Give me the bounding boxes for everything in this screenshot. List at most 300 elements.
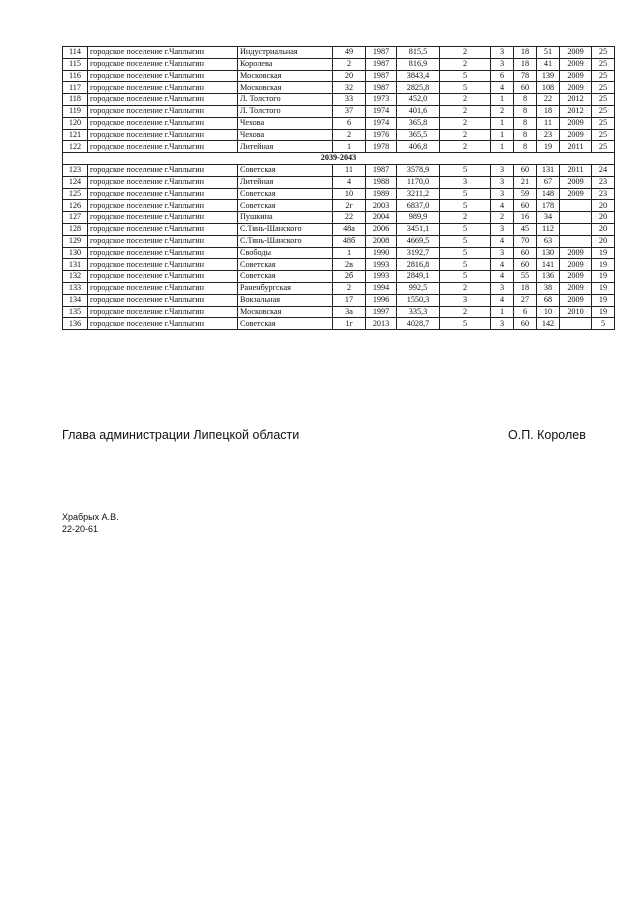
year-built-cell: 1976	[366, 129, 397, 141]
entrances-cell: 1	[491, 306, 514, 318]
table-row	[63, 247, 615, 259]
floors-cell: 5	[440, 70, 491, 82]
last-repair-year-cell	[560, 223, 592, 235]
row-number: 119	[63, 105, 88, 117]
floors-cell: 5	[440, 200, 491, 212]
last-repair-year-cell: 2009	[560, 176, 592, 188]
last-repair-year-cell: 2009	[560, 188, 592, 200]
wear-cell: 19	[592, 259, 615, 271]
apartments-cell: 45	[514, 223, 537, 235]
house-number-cell: 33	[333, 94, 366, 106]
area-cell: 815,5	[397, 47, 440, 59]
municipality-cell: городское поселение г.Чаплыгин	[88, 223, 238, 235]
year-built-cell: 1987	[366, 164, 397, 176]
house-number-cell: 1	[333, 247, 366, 259]
municipality-cell: городское поселение г.Чаплыгин	[88, 212, 238, 224]
area-cell: 816,9	[397, 58, 440, 70]
street-cell: Советская	[238, 259, 333, 271]
entrances-cell: 3	[491, 282, 514, 294]
area-cell: 3578,9	[397, 164, 440, 176]
last-repair-year-cell	[560, 235, 592, 247]
floors-cell: 5	[440, 318, 491, 330]
floors-cell: 3	[440, 294, 491, 306]
floors-cell: 5	[440, 259, 491, 271]
municipality-cell: городское поселение г.Чаплыгин	[88, 176, 238, 188]
entrances-cell: 3	[491, 318, 514, 330]
entrances-cell: 4	[491, 271, 514, 283]
area-cell: 2849,1	[397, 271, 440, 283]
last-repair-year-cell: 2009	[560, 259, 592, 271]
area-cell: 406,8	[397, 141, 440, 153]
signatory-name: О.П. Королев	[508, 428, 586, 442]
area-cell: 3192,7	[397, 247, 440, 259]
entrances-cell: 1	[491, 117, 514, 129]
area-cell: 452,0	[397, 94, 440, 106]
last-repair-year-cell: 2009	[560, 247, 592, 259]
row-number: 117	[63, 82, 88, 94]
table-row	[63, 70, 615, 82]
street-cell: Л. Толстого	[238, 94, 333, 106]
floors-cell: 5	[440, 188, 491, 200]
municipality-cell: городское поселение г.Чаплыгин	[88, 141, 238, 153]
table-row	[63, 294, 615, 306]
last-repair-year-cell: 2010	[560, 306, 592, 318]
entrances-cell: 1	[491, 141, 514, 153]
year-built-cell: 2006	[366, 223, 397, 235]
year-built-cell: 2004	[366, 212, 397, 224]
wear-cell: 25	[592, 58, 615, 70]
table-row	[63, 306, 615, 318]
last-repair-year-cell: 2009	[560, 129, 592, 141]
municipality-cell: городское поселение г.Чаплыгин	[88, 94, 238, 106]
wear-cell: 5	[592, 318, 615, 330]
period-row	[63, 153, 615, 165]
street-cell: Советская	[238, 188, 333, 200]
house-number-cell: 2г	[333, 200, 366, 212]
row-number: 118	[63, 94, 88, 106]
house-number-cell: 2б	[333, 271, 366, 283]
row-number: 128	[63, 223, 88, 235]
street-cell: С.Тянь-Шанского	[238, 223, 333, 235]
municipality-cell: городское поселение г.Чаплыгин	[88, 294, 238, 306]
street-cell: Московская	[238, 82, 333, 94]
year-built-cell: 1988	[366, 176, 397, 188]
floors-cell: 2	[440, 282, 491, 294]
wear-cell: 19	[592, 247, 615, 259]
street-cell: Чехова	[238, 129, 333, 141]
residents-cell: 131	[537, 164, 560, 176]
apartments-cell: 18	[514, 47, 537, 59]
floors-cell: 2	[440, 141, 491, 153]
wear-cell: 20	[592, 200, 615, 212]
street-cell: Свободы	[238, 247, 333, 259]
street-cell: Л. Толстого	[238, 105, 333, 117]
area-cell: 1170,0	[397, 176, 440, 188]
street-cell: Литейная	[238, 176, 333, 188]
rows-group-b	[63, 164, 615, 329]
table-row	[63, 141, 615, 153]
entrances-cell: 3	[491, 223, 514, 235]
row-number: 133	[63, 282, 88, 294]
entrances-cell: 4	[491, 235, 514, 247]
apartments-cell: 60	[514, 318, 537, 330]
row-number: 126	[63, 200, 88, 212]
wear-cell: 20	[592, 223, 615, 235]
row-number: 123	[63, 164, 88, 176]
residents-cell: 68	[537, 294, 560, 306]
street-cell: Королева	[238, 58, 333, 70]
house-number-cell: 1г	[333, 318, 366, 330]
last-repair-year-cell: 2012	[560, 94, 592, 106]
apartments-cell: 8	[514, 141, 537, 153]
wear-cell: 24	[592, 164, 615, 176]
floors-cell: 2	[440, 129, 491, 141]
residents-cell: 18	[537, 105, 560, 117]
table-row	[63, 117, 615, 129]
residents-cell: 11	[537, 117, 560, 129]
municipality-cell: городское поселение г.Чаплыгин	[88, 282, 238, 294]
residents-cell: 108	[537, 82, 560, 94]
table-row	[63, 318, 615, 330]
apartments-cell: 78	[514, 70, 537, 82]
house-number-cell: 4	[333, 176, 366, 188]
area-cell: 1550,3	[397, 294, 440, 306]
entrances-cell: 6	[491, 70, 514, 82]
apartments-cell: 8	[514, 129, 537, 141]
table-row	[63, 82, 615, 94]
floors-cell: 2	[440, 212, 491, 224]
floors-cell: 2	[440, 47, 491, 59]
entrances-cell: 3	[491, 58, 514, 70]
floors-cell: 2	[440, 117, 491, 129]
row-number: 121	[63, 129, 88, 141]
floors-cell: 5	[440, 164, 491, 176]
wear-cell: 20	[592, 235, 615, 247]
entrances-cell: 1	[491, 129, 514, 141]
table-row	[63, 271, 615, 283]
table-row	[63, 212, 615, 224]
table-row	[63, 200, 615, 212]
residents-cell: 23	[537, 129, 560, 141]
street-cell: Чехова	[238, 117, 333, 129]
floors-cell: 3	[440, 176, 491, 188]
table-row	[63, 176, 615, 188]
entrances-cell: 4	[491, 82, 514, 94]
municipality-cell: городское поселение г.Чаплыгин	[88, 164, 238, 176]
last-repair-year-cell	[560, 200, 592, 212]
row-number: 116	[63, 70, 88, 82]
street-cell: Вокзальная	[238, 294, 333, 306]
municipality-cell: городское поселение г.Чаплыгин	[88, 188, 238, 200]
row-number: 122	[63, 141, 88, 153]
last-repair-year-cell: 2009	[560, 47, 592, 59]
year-built-cell: 1974	[366, 117, 397, 129]
row-number: 130	[63, 247, 88, 259]
residents-cell: 22	[537, 94, 560, 106]
row-number: 134	[63, 294, 88, 306]
house-number-cell: 17	[333, 294, 366, 306]
last-repair-year-cell: 2009	[560, 117, 592, 129]
street-cell: Раненбургская	[238, 282, 333, 294]
residents-cell: 10	[537, 306, 560, 318]
wear-cell: 19	[592, 282, 615, 294]
municipality-cell: городское поселение г.Чаплыгин	[88, 247, 238, 259]
area-cell: 3211,2	[397, 188, 440, 200]
entrances-cell: 2	[491, 105, 514, 117]
area-cell: 2825,8	[397, 82, 440, 94]
entrances-cell: 4	[491, 259, 514, 271]
house-number-cell: 22	[333, 212, 366, 224]
floors-cell: 5	[440, 247, 491, 259]
wear-cell: 19	[592, 271, 615, 283]
house-number-cell: 37	[333, 105, 366, 117]
municipality-cell: городское поселение г.Чаплыгин	[88, 47, 238, 59]
municipality-cell: городское поселение г.Чаплыгин	[88, 306, 238, 318]
area-cell: 989,9	[397, 212, 440, 224]
table-row	[63, 105, 615, 117]
area-cell: 365,8	[397, 117, 440, 129]
year-built-cell: 2013	[366, 318, 397, 330]
municipality-cell: городское поселение г.Чаплыгин	[88, 117, 238, 129]
table-row	[63, 282, 615, 294]
last-repair-year-cell: 2009	[560, 271, 592, 283]
floors-cell: 2	[440, 58, 491, 70]
municipality-cell: городское поселение г.Чаплыгин	[88, 58, 238, 70]
house-number-cell: 48а	[333, 223, 366, 235]
house-number-cell: 11	[333, 164, 366, 176]
executor-phone: 22-20-61	[62, 524, 99, 534]
house-number-cell: 1	[333, 141, 366, 153]
wear-cell: 25	[592, 117, 615, 129]
wear-cell: 23	[592, 188, 615, 200]
apartments-cell: 60	[514, 164, 537, 176]
apartments-cell: 60	[514, 200, 537, 212]
year-built-cell: 1997	[366, 306, 397, 318]
wear-cell: 25	[592, 141, 615, 153]
executor-name: Храбрых А.В.	[62, 512, 119, 522]
last-repair-year-cell: 2009	[560, 282, 592, 294]
year-built-cell: 1996	[366, 294, 397, 306]
row-number: 124	[63, 176, 88, 188]
area-cell: 365,5	[397, 129, 440, 141]
apartments-cell: 55	[514, 271, 537, 283]
apartments-cell: 16	[514, 212, 537, 224]
residents-cell: 67	[537, 176, 560, 188]
residents-cell: 130	[537, 247, 560, 259]
wear-cell: 25	[592, 70, 615, 82]
street-cell: С.Тянь-Шанского	[238, 235, 333, 247]
apartments-cell: 27	[514, 294, 537, 306]
residents-cell: 112	[537, 223, 560, 235]
wear-cell: 25	[592, 94, 615, 106]
floors-cell: 5	[440, 223, 491, 235]
apartments-cell: 60	[514, 247, 537, 259]
floors-cell: 2	[440, 94, 491, 106]
last-repair-year-cell: 2009	[560, 294, 592, 306]
last-repair-year-cell: 2009	[560, 70, 592, 82]
last-repair-year-cell: 2012	[560, 105, 592, 117]
year-built-cell: 1987	[366, 58, 397, 70]
entrances-cell: 3	[491, 164, 514, 176]
house-number-cell: 2	[333, 58, 366, 70]
residents-cell: 63	[537, 235, 560, 247]
entrances-cell: 3	[491, 47, 514, 59]
area-cell: 3843,4	[397, 70, 440, 82]
last-repair-year-cell: 2009	[560, 82, 592, 94]
area-cell: 401,6	[397, 105, 440, 117]
floors-cell: 5	[440, 82, 491, 94]
period-group	[63, 153, 615, 165]
municipality-cell: городское поселение г.Чаплыгин	[88, 271, 238, 283]
municipality-cell: городское поселение г.Чаплыгин	[88, 259, 238, 271]
last-repair-year-cell	[560, 318, 592, 330]
wear-cell: 25	[592, 82, 615, 94]
residents-cell: 136	[537, 271, 560, 283]
area-cell: 4669,5	[397, 235, 440, 247]
municipality-cell: городское поселение г.Чаплыгин	[88, 70, 238, 82]
floors-cell: 5	[440, 271, 491, 283]
entrances-cell: 3	[491, 176, 514, 188]
street-cell: Советская	[238, 200, 333, 212]
year-built-cell: 1993	[366, 271, 397, 283]
municipality-cell: городское поселение г.Чаплыгин	[88, 105, 238, 117]
street-cell: Московская	[238, 306, 333, 318]
table-row	[63, 47, 615, 59]
row-number: 114	[63, 47, 88, 59]
residents-cell: 41	[537, 58, 560, 70]
house-number-cell: 2	[333, 129, 366, 141]
residents-cell: 141	[537, 259, 560, 271]
apartments-cell: 18	[514, 58, 537, 70]
residents-cell: 178	[537, 200, 560, 212]
last-repair-year-cell: 2009	[560, 58, 592, 70]
street-cell: Индустриальная	[238, 47, 333, 59]
apartments-cell: 6	[514, 306, 537, 318]
residents-cell: 38	[537, 282, 560, 294]
apartments-cell: 8	[514, 117, 537, 129]
year-built-cell: 1973	[366, 94, 397, 106]
apartments-cell: 18	[514, 282, 537, 294]
floors-cell: 2	[440, 105, 491, 117]
table-row	[63, 164, 615, 176]
row-number: 127	[63, 212, 88, 224]
signatory-title: Глава администрации Липецкой области	[62, 428, 300, 442]
row-number: 125	[63, 188, 88, 200]
year-built-cell: 1974	[366, 105, 397, 117]
apartments-cell: 8	[514, 105, 537, 117]
residents-cell: 34	[537, 212, 560, 224]
street-cell: Советская	[238, 164, 333, 176]
apartments-cell: 70	[514, 235, 537, 247]
year-built-cell: 1993	[366, 259, 397, 271]
house-number-cell: 48б	[333, 235, 366, 247]
house-number-cell: 10	[333, 188, 366, 200]
area-cell: 335,3	[397, 306, 440, 318]
year-built-cell: 2008	[366, 235, 397, 247]
apartments-cell: 21	[514, 176, 537, 188]
row-number: 129	[63, 235, 88, 247]
area-cell: 2816,8	[397, 259, 440, 271]
table-row	[63, 259, 615, 271]
rows-group-a	[63, 47, 615, 153]
row-number: 136	[63, 318, 88, 330]
street-cell: Литейная	[238, 141, 333, 153]
house-number-cell: 6	[333, 117, 366, 129]
municipality-cell: городское поселение г.Чаплыгин	[88, 129, 238, 141]
entrances-cell: 4	[491, 294, 514, 306]
table-row	[63, 58, 615, 70]
last-repair-year-cell: 2011	[560, 164, 592, 176]
table-row	[63, 235, 615, 247]
year-built-cell: 1978	[366, 141, 397, 153]
municipality-cell: городское поселение г.Чаплыгин	[88, 235, 238, 247]
year-built-cell: 1987	[366, 47, 397, 59]
year-built-cell: 1989	[366, 188, 397, 200]
wear-cell: 23	[592, 176, 615, 188]
year-built-cell: 1987	[366, 70, 397, 82]
apartments-cell: 8	[514, 94, 537, 106]
street-cell: Московская	[238, 70, 333, 82]
municipality-cell: городское поселение г.Чаплыгин	[88, 82, 238, 94]
residents-cell: 148	[537, 188, 560, 200]
wear-cell: 25	[592, 105, 615, 117]
apartments-cell: 59	[514, 188, 537, 200]
area-cell: 3451,1	[397, 223, 440, 235]
wear-cell: 25	[592, 47, 615, 59]
table-row	[63, 129, 615, 141]
last-repair-year-cell: 2011	[560, 141, 592, 153]
residents-cell: 142	[537, 318, 560, 330]
wear-cell: 19	[592, 306, 615, 318]
table-row	[63, 223, 615, 235]
house-number-cell: 32	[333, 82, 366, 94]
residents-cell: 19	[537, 141, 560, 153]
year-built-cell: 2003	[366, 200, 397, 212]
street-cell: Пушкина	[238, 212, 333, 224]
entrances-cell: 4	[491, 200, 514, 212]
apartments-cell: 60	[514, 82, 537, 94]
municipality-cell: городское поселение г.Чаплыгин	[88, 318, 238, 330]
entrances-cell: 2	[491, 212, 514, 224]
table-row	[63, 188, 615, 200]
house-number-cell: 3а	[333, 306, 366, 318]
house-number-cell: 2	[333, 282, 366, 294]
last-repair-year-cell	[560, 212, 592, 224]
house-number-cell: 49	[333, 47, 366, 59]
table-row	[63, 94, 615, 106]
year-built-cell: 1990	[366, 247, 397, 259]
floors-cell: 2	[440, 306, 491, 318]
year-built-cell: 1994	[366, 282, 397, 294]
wear-cell: 25	[592, 129, 615, 141]
row-number: 132	[63, 271, 88, 283]
year-built-cell: 1987	[366, 82, 397, 94]
entrances-cell: 3	[491, 188, 514, 200]
residents-cell: 139	[537, 70, 560, 82]
apartments-cell: 60	[514, 259, 537, 271]
area-cell: 992,5	[397, 282, 440, 294]
row-number: 115	[63, 58, 88, 70]
housing-register-table	[62, 46, 615, 330]
municipality-cell: городское поселение г.Чаплыгин	[88, 200, 238, 212]
area-cell: 6837,0	[397, 200, 440, 212]
entrances-cell: 3	[491, 247, 514, 259]
row-number: 135	[63, 306, 88, 318]
row-number: 120	[63, 117, 88, 129]
entrances-cell: 1	[491, 94, 514, 106]
street-cell: Советская	[238, 271, 333, 283]
wear-cell: 19	[592, 294, 615, 306]
